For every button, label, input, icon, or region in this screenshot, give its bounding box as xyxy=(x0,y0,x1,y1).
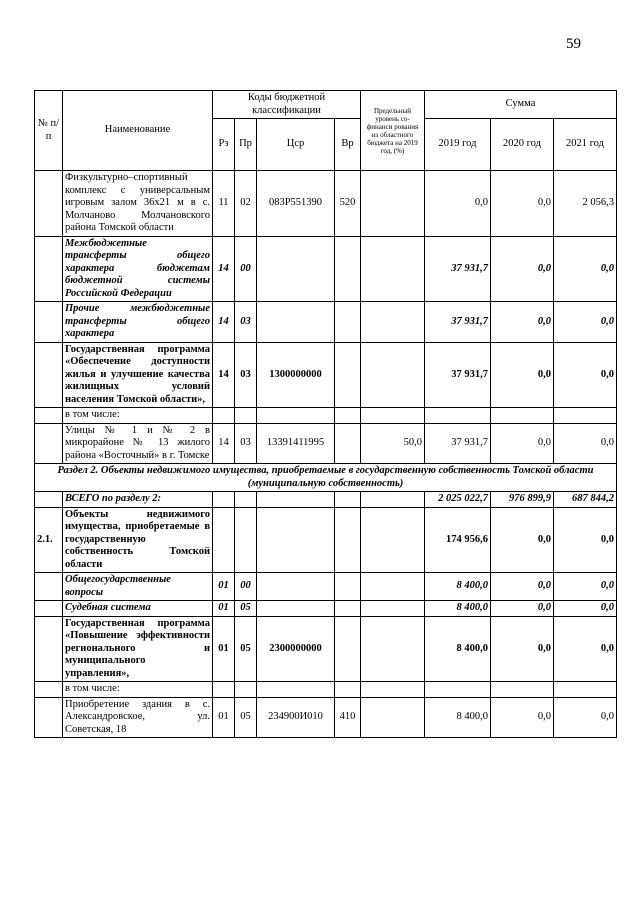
section-title: Раздел 2. Объекты недвижимого имущества, приобретаемые в государственную собственность Томской области (муниципальную собственность) xyxy=(35,464,617,492)
cell-name: Судебная система xyxy=(63,601,213,617)
table-row xyxy=(35,616,617,682)
cell-y2019: 37 931,7 xyxy=(425,236,491,302)
cell-rz xyxy=(213,408,235,424)
cell-pr xyxy=(235,682,257,698)
cell-limit xyxy=(361,697,425,738)
cell-limit xyxy=(361,573,425,601)
table-row xyxy=(35,171,617,237)
cell-limit xyxy=(361,342,425,408)
cell-vr xyxy=(335,342,361,408)
cell-csr xyxy=(257,236,335,302)
cell-name: Улицы № 1 и № 2 в микрорайоне № 13 жилого района «Восточный» в г. Томске xyxy=(63,423,213,464)
cell-name: Общегосударственные вопросы xyxy=(63,573,213,601)
cell-pr: 05 xyxy=(235,697,257,738)
cell-limit xyxy=(361,408,425,424)
header-2021: 2021 год xyxy=(554,119,617,171)
cell-vr: 410 xyxy=(335,697,361,738)
cell-pr xyxy=(235,507,257,573)
cell-limit xyxy=(361,601,425,617)
table-row xyxy=(35,601,617,617)
cell-pr xyxy=(235,408,257,424)
cell-num xyxy=(35,408,63,424)
budget-table xyxy=(34,90,617,738)
cell-pr: 02 xyxy=(235,171,257,237)
cell-y2021: 2 056,3 xyxy=(554,171,617,237)
cell-name: Физкультурно–спортивный комплекс с универсальным игровым залом 36х21 м в с. Молчаново Молчановского района Томской области xyxy=(63,171,213,237)
cell-num xyxy=(35,697,63,738)
cell-rz xyxy=(213,682,235,698)
cell-rz: 01 xyxy=(213,573,235,601)
cell-y2021: 0,0 xyxy=(554,616,617,682)
cell-y2019: 37 931,7 xyxy=(425,342,491,408)
cell-num: 2.1. xyxy=(35,507,63,573)
cell-csr xyxy=(257,601,335,617)
table-row xyxy=(35,682,617,698)
cell-csr: 234900И010 xyxy=(257,697,335,738)
table-row xyxy=(35,408,617,424)
cell-y2019: 8 400,0 xyxy=(425,616,491,682)
cell-y2021: 0,0 xyxy=(554,302,617,343)
cell-y2020: 0,0 xyxy=(491,302,554,343)
cell-num xyxy=(35,573,63,601)
table-row xyxy=(35,302,617,343)
cell-name: в том числе: xyxy=(63,408,213,424)
cell-vr xyxy=(335,573,361,601)
page-number: 59 xyxy=(566,36,581,52)
cell-y2021: 0,0 xyxy=(554,601,617,617)
table-body-2 xyxy=(35,507,617,738)
cell-y2021: 0,0 xyxy=(554,236,617,302)
cell-num xyxy=(35,302,63,343)
cell-y2020 xyxy=(491,682,554,698)
cell-y2021: 0,0 xyxy=(554,342,617,408)
cell-num xyxy=(35,342,63,408)
cell-limit xyxy=(361,302,425,343)
cell-y2019: 0,0 xyxy=(425,171,491,237)
cell-vr xyxy=(335,423,361,464)
cell-name: Приобретение здания в с. Александровское, ул. Советская, 18 xyxy=(63,697,213,738)
cell-pr: 05 xyxy=(235,601,257,617)
cell-limit xyxy=(361,507,425,573)
cell-y2020: 0,0 xyxy=(491,697,554,738)
cell-num xyxy=(35,682,63,698)
total-2021: 687 844,2 xyxy=(554,492,617,508)
cell-name: Государственная программа «Обеспечение доступности жилья и улучшение качества жилищных условий населения Томской области», xyxy=(63,342,213,408)
cell-vr: 520 xyxy=(335,171,361,237)
cell-y2019: 8 400,0 xyxy=(425,573,491,601)
cell-vr xyxy=(335,302,361,343)
cell-limit xyxy=(361,236,425,302)
cell-y2021 xyxy=(554,408,617,424)
cell-y2020: 0,0 xyxy=(491,171,554,237)
section-row xyxy=(35,464,617,492)
cell-name: Государственная программа «Повышение эффективности регионального и муниципального управления», xyxy=(63,616,213,682)
cell-rz: 14 xyxy=(213,236,235,302)
cell-num xyxy=(35,616,63,682)
cell-pr: 00 xyxy=(235,573,257,601)
cell-vr xyxy=(335,507,361,573)
table-body-1 xyxy=(35,171,617,464)
cell-y2020 xyxy=(491,408,554,424)
header-sum: Сумма xyxy=(425,91,617,119)
header-pr: Пр xyxy=(235,119,257,171)
cell-y2020: 0,0 xyxy=(491,601,554,617)
cell-vr xyxy=(335,682,361,698)
cell-num xyxy=(35,601,63,617)
cell-csr xyxy=(257,682,335,698)
cell-num xyxy=(35,171,63,237)
cell-y2019: 8 400,0 xyxy=(425,601,491,617)
cell-y2021: 0,0 xyxy=(554,423,617,464)
cell-rz: 14 xyxy=(213,423,235,464)
cell-rz: 01 xyxy=(213,616,235,682)
table-row xyxy=(35,236,617,302)
header-rz: Рз xyxy=(213,119,235,171)
table-row xyxy=(35,507,617,573)
cell-csr: 13391411995 xyxy=(257,423,335,464)
cell-rz: 01 xyxy=(213,697,235,738)
header-vr: Вр xyxy=(335,119,361,171)
cell-y2020: 0,0 xyxy=(491,342,554,408)
cell-rz: 11 xyxy=(213,171,235,237)
total-row xyxy=(35,492,617,508)
cell-csr: 083P551390 xyxy=(257,171,335,237)
cell-rz: 01 xyxy=(213,601,235,617)
cell-y2019: 174 956,6 xyxy=(425,507,491,573)
cell-csr xyxy=(257,302,335,343)
cell-y2019 xyxy=(425,408,491,424)
cell-y2020: 0,0 xyxy=(491,236,554,302)
cell-y2019: 37 931,7 xyxy=(425,423,491,464)
cell-y2020: 0,0 xyxy=(491,423,554,464)
cell-vr xyxy=(335,616,361,682)
cell-y2020: 0,0 xyxy=(491,507,554,573)
cell-pr: 03 xyxy=(235,342,257,408)
total-2019: 2 025 022,7 xyxy=(425,492,491,508)
cell-name: в том числе: xyxy=(63,682,213,698)
cell-limit: 50,0 xyxy=(361,423,425,464)
cell-y2021 xyxy=(554,682,617,698)
table-row xyxy=(35,423,617,464)
total-label: ВСЕГО по разделу 2: xyxy=(63,492,213,508)
cell-pr: 00 xyxy=(235,236,257,302)
cell-y2019: 8 400,0 xyxy=(425,697,491,738)
cell-name: Прочие межбюджетные трансферты общего характера xyxy=(63,302,213,343)
cell-name: Объекты недвижимого имущества, приобретаемые в государственную собственность Томской области xyxy=(63,507,213,573)
header-2020: 2020 год xyxy=(491,119,554,171)
cell-y2021: 0,0 xyxy=(554,697,617,738)
cell-csr xyxy=(257,573,335,601)
cell-rz: 14 xyxy=(213,342,235,408)
cell-vr xyxy=(335,408,361,424)
cell-y2019 xyxy=(425,682,491,698)
header-csr: Цср xyxy=(257,119,335,171)
cell-csr: 2300000000 xyxy=(257,616,335,682)
cell-rz xyxy=(213,507,235,573)
cell-vr xyxy=(335,236,361,302)
cell-csr xyxy=(257,507,335,573)
header-codes: Коды бюджетной классификации xyxy=(213,91,361,119)
cell-name: Межбюджетные трансферты общего характера бюджетам бюджетной системы Российской Федерации xyxy=(63,236,213,302)
cell-y2021: 0,0 xyxy=(554,573,617,601)
cell-csr: 1300000000 xyxy=(257,342,335,408)
header-limit: Предельный уровень со-финанси рования из областного бюджета на 2019 год, (%) xyxy=(361,91,425,171)
cell-y2020: 0,0 xyxy=(491,573,554,601)
table-row xyxy=(35,342,617,408)
cell-num xyxy=(35,423,63,464)
header-num: № п/п xyxy=(35,91,63,171)
cell-rz: 14 xyxy=(213,302,235,343)
cell-y2021: 0,0 xyxy=(554,507,617,573)
table-row xyxy=(35,573,617,601)
header-name: Наименование xyxy=(63,91,213,171)
cell-limit xyxy=(361,682,425,698)
cell-y2019: 37 931,7 xyxy=(425,302,491,343)
cell-vr xyxy=(335,601,361,617)
cell-pr: 03 xyxy=(235,423,257,464)
cell-limit xyxy=(361,171,425,237)
table-row xyxy=(35,697,617,738)
header-2019: 2019 год xyxy=(425,119,491,171)
cell-pr: 05 xyxy=(235,616,257,682)
cell-pr: 03 xyxy=(235,302,257,343)
cell-csr xyxy=(257,408,335,424)
total-2020: 976 899,9 xyxy=(491,492,554,508)
cell-y2020: 0,0 xyxy=(491,616,554,682)
cell-num xyxy=(35,236,63,302)
cell-limit xyxy=(361,616,425,682)
